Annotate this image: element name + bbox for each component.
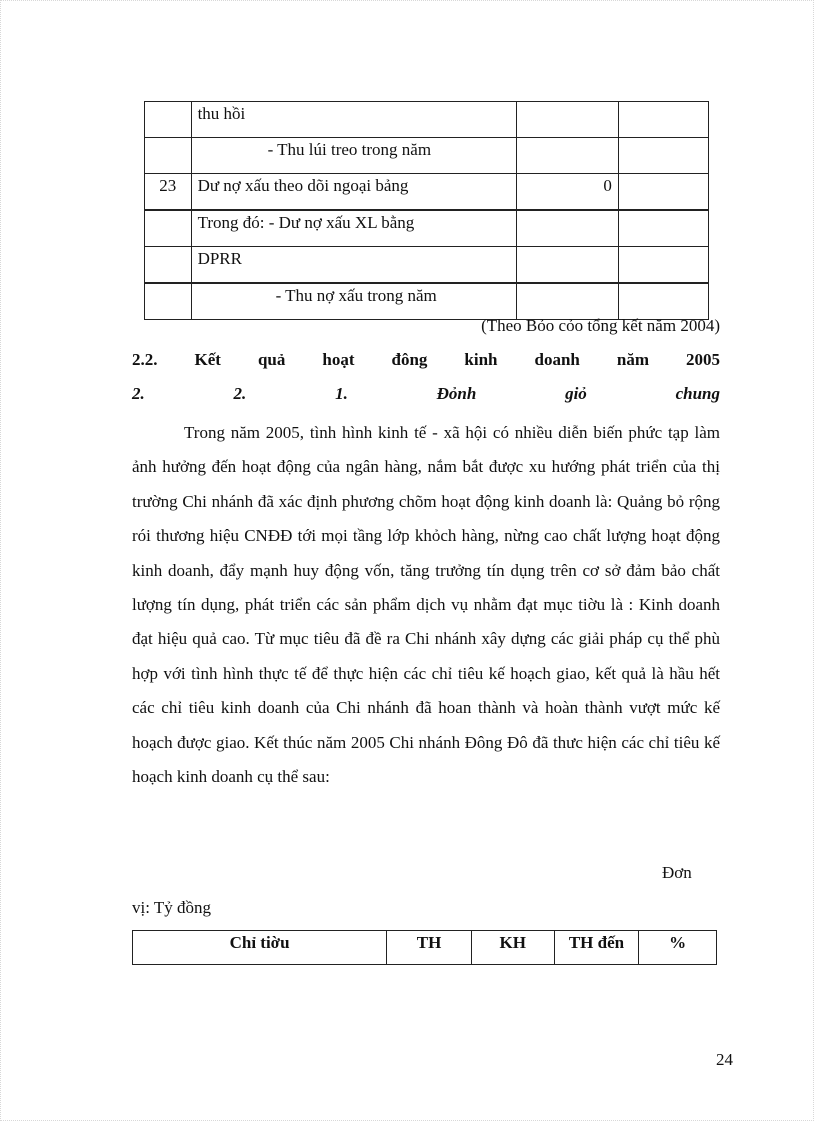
table-cell: DPRR (191, 247, 516, 284)
table-cell (516, 102, 618, 138)
table-cell: - Thu nợ xấu trong năm (191, 283, 516, 320)
heading-word: quả (257, 350, 286, 369)
table-cell (145, 102, 192, 138)
subsection-heading (132, 384, 720, 404)
unit-label-start: Đơn (662, 863, 692, 882)
table-row (145, 283, 709, 320)
table-cell (618, 138, 708, 174)
column-header: Chỉ tiờu (133, 931, 387, 965)
table-row (145, 174, 709, 211)
table-cell: Dư nợ xấu theo dõi ngoại bảng (191, 174, 516, 211)
heading-word: 1. (335, 384, 348, 403)
heading-word: năm (616, 350, 649, 369)
table-cell (516, 283, 618, 320)
section-heading (132, 350, 720, 370)
table-cell: Trong đó: - Dư nợ xấu XL bằng (191, 210, 516, 247)
heading-word: kinh (464, 350, 498, 369)
table-row (145, 247, 709, 284)
table-cell (145, 283, 192, 320)
table-cell (618, 247, 708, 284)
heading-word: giỏ (565, 384, 587, 403)
heading-word: hoạt (322, 350, 355, 369)
column-header: KH (471, 931, 554, 965)
table-row (145, 102, 709, 138)
page-number: 24 (716, 1050, 733, 1069)
table-cell (145, 247, 192, 284)
table-cell (516, 138, 618, 174)
table-cell (618, 102, 708, 138)
table-cell: 23 (145, 174, 192, 211)
heading-word: 2. (233, 384, 247, 403)
heading-word: 2005 (686, 350, 720, 369)
column-header: % (639, 931, 717, 965)
table-cell (145, 210, 192, 247)
heading-word: 2.2. (132, 350, 158, 369)
heading-word: chung (675, 384, 720, 403)
table-cell (618, 283, 708, 320)
column-header: TH đến (554, 931, 639, 965)
table-cell (516, 247, 618, 284)
heading-word: đông (391, 350, 428, 369)
table-header-row (133, 931, 717, 965)
table-row (145, 210, 709, 247)
table-cell (516, 210, 618, 247)
heading-word: Đỏnh (436, 384, 477, 403)
table-cell: thu hồi (191, 102, 516, 138)
table-cell (618, 174, 708, 211)
column-header: TH (387, 931, 472, 965)
table-cell (618, 210, 708, 247)
paragraph: Trong năm 2005, tình hình kinh tế - xã hội có nhiều diễn biến phức tạp làm ảnh hưởng đến hoạt động của ngân hàng, nắm bắt được xu hướng phát triển của thị trường Chi nhánh đã xác định phương chõm hoạt động kinh doanh là: Quảng bỏ rộng rói thương hiệu CNĐĐ tới mọi tầng lớp khỏch hàng, nừng cao chất lượng hoạt động kinh doanh, đẩy mạnh huy động vốn, tăng trưởng tín dụng trên cơ sở đảm bảo chất lượng tín dụng, phát triển các sản phẩm dịch vụ nhằm đạt mục tiờu là : Kinh doanh đạt hiệu quả cao. Từ mục tiêu đã đề ra Chi nhánh xây dựng các giải pháp cụ thể phù hợp với tình hình thực tế để thực hiện các chỉ tiêu kế hoạch giao, kết quả là hầu hết các chỉ tiêu kinh doanh của Chi nhánh đã hoan thành và hoàn thành vượt mức kế hoạch được giao. Kết thúc năm 2005 Chi nhánh Đông Đô đã thưc hiện các chỉ tiêu kế hoạch kinh doanh cụ thể sau: (132, 423, 720, 787)
heading-word: 2. (132, 384, 145, 403)
body-text (132, 416, 720, 794)
heading-word: doanh (534, 350, 580, 369)
heading-word: Kết (194, 350, 221, 369)
top-table (144, 101, 709, 320)
unit-label-end: vị: Tỷ đồng (132, 898, 212, 917)
table-row (145, 138, 709, 174)
source-note: (Theo Bỏo cỏo tổng kết năm 2004) (481, 316, 720, 335)
table-cell: 0 (516, 174, 618, 211)
table-cell: - Thu lúi treo trong năm (191, 138, 516, 174)
table-cell (145, 138, 192, 174)
indicator-table (132, 930, 717, 965)
